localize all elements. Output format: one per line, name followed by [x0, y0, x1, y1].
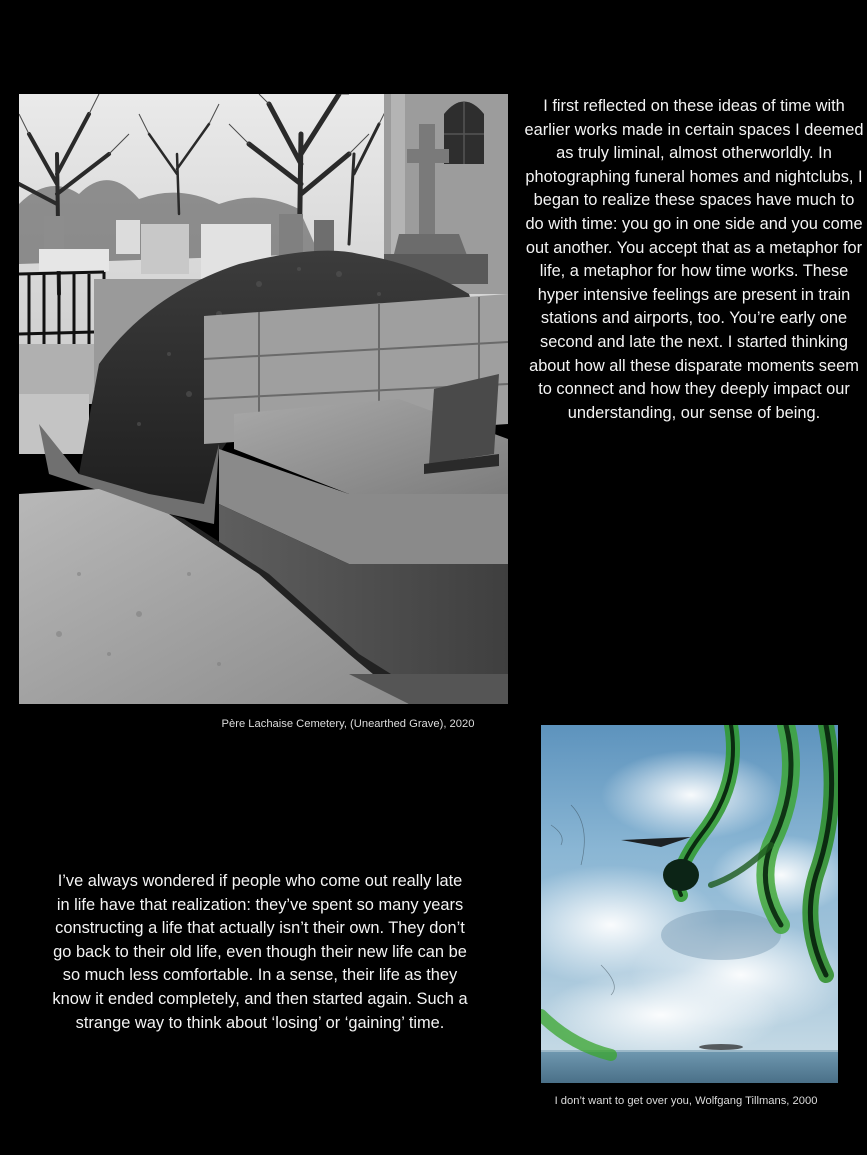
tillmans-photo-caption: I don’t want to get over you, Wolfgang Tillmans, 2000 — [554, 1095, 818, 1107]
cemetery-photograph — [19, 94, 508, 704]
tillmans-photograph — [541, 725, 838, 1083]
essay-paragraph-coming-out: I’ve always wondered if people who come out really late in life have that realization: they’ve spent so many years constructing a life that actually isn’t their own. They don’t go back to their old life, even though their new life can be so much less comfortable. In a sense, their life as they know it ended completely, and then started again. Such a strange way to think about ‘losing’ or ‘gaining’ time. — [52, 872, 468, 1032]
cemetery-photo-caption: Père Lachaise Cemetery, (Unearthed Grave), 2020 — [221, 718, 475, 730]
essay-paragraph-time: I first reflected on these ideas of time with earlier works made in certain spaces I deemed as truly liminal, almost otherworldly. In photographing funeral homes and nightclubs, I began to realize these spaces have much to do with time: you go in one side and you come out another. You accept that as a metaphor for life, a metaphor for how time works. These hyper intensive feelings are present in train stations and airports, too. You’re early one second and late the next. I started thinking about how all these disparate moments seem to connect and how they deeply impact our understanding, our sense of being. — [524, 97, 864, 422]
